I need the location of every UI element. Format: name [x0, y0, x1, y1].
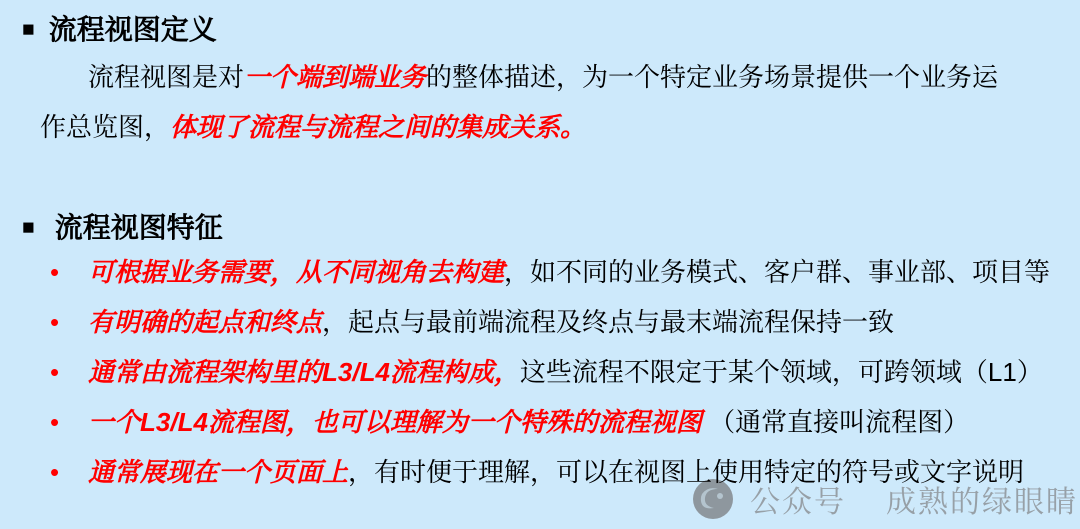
dot-bullet-icon: • — [50, 457, 60, 487]
square-bullet-icon: ■ — [22, 215, 35, 239]
section2-bullet-list — [50, 247, 1060, 497]
bullet-item-5 — [50, 447, 1060, 497]
dot-bullet-icon: • — [50, 307, 60, 337]
square-bullet-icon: ■ — [22, 17, 35, 41]
dot-bullet-icon: • — [50, 257, 60, 287]
bullet-1-highlight: 可根据业务需要，从不同视角去构建 — [88, 257, 505, 287]
section1-heading — [22, 8, 217, 48]
bullet-1-text: ，如不同的业务模式、客户群、事业部、项目等 — [504, 257, 1051, 287]
bullet-item-3 — [50, 347, 1060, 397]
bullet-4-highlight: 一个L3/L4流程图，也可以理解为一个特殊的流程视图 — [88, 407, 702, 437]
paragraph-seg1: 流程视图是对 — [88, 62, 245, 92]
bullet-3-text: 这些流程不限定于某个领域，可跨领域（L1） — [519, 357, 1043, 387]
bullet-2-highlight: 有明确的起点和终点 — [88, 307, 323, 337]
section1-title: 流程视图定义 — [48, 14, 217, 45]
bullet-5-text: ，有时便于理解，可以在视图上使用特定的符号或文字说明 — [348, 457, 1025, 487]
section1-paragraph — [40, 52, 1008, 152]
section2-heading — [22, 206, 223, 246]
paragraph-seg3: 的整体描述，为一个特定业务场景提供一个业务运作总览图， — [40, 62, 999, 142]
bullet-item-1 — [50, 247, 1060, 297]
bullet-2-text: ，起点与最前端流程及终点与最末端流程保持一致 — [322, 307, 895, 337]
paragraph-seg2-highlight: 一个端到端业务 — [244, 62, 427, 92]
bullet-3-highlight: 通常由流程架构里的L3/L4流程构成， — [88, 357, 520, 387]
bullet-item-2 — [50, 297, 1060, 347]
dot-bullet-icon: • — [50, 407, 60, 437]
bullet-item-4 — [50, 397, 1060, 447]
paragraph-seg4-highlight: 体现了流程与流程之间的集成关系。 — [170, 112, 587, 142]
watermark-name: 成熟的绿眼睛 — [886, 486, 1078, 519]
bullet-4-text: （通常直接叫流程图） — [701, 407, 970, 437]
dot-bullet-icon: • — [50, 357, 60, 387]
section2-title: 流程视图特征 — [54, 212, 223, 243]
bullet-5-highlight: 通常展现在一个页面上 — [88, 457, 349, 487]
watermark-label: 公众号 — [750, 486, 846, 519]
